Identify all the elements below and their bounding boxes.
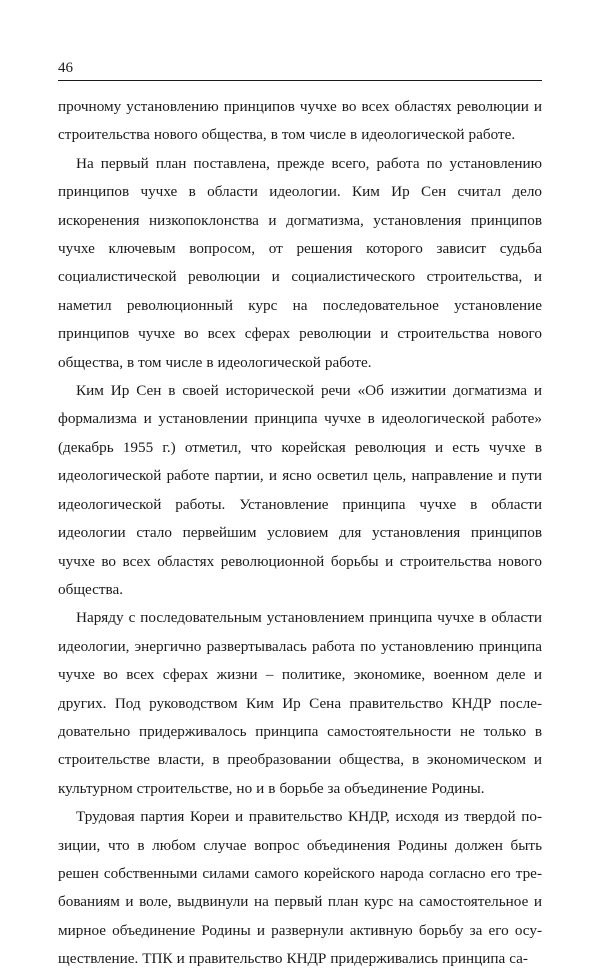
paragraph: Наряду с последовательным установлением принципа чучхе в области идеологии, энергично развертывалась работа по установлению принципа чучхе во всех сферах жизни – политике, экономике, военном деле и других. Под руководством Ким Ир Сена правительство КНДР последовательно придерживалось принципа самостоятельности не только в строительстве власти, в преобразовании общества, в экономическом и культурном строительстве, но и в борьбе за объединение Родины. xyxy=(58,609,542,797)
paragraph: На первый план поставлена, прежде всего, работа по установлению принципов чучхе в области идеологии. Ким Ир Сен считал дело искоренения низкопоклонства и догматизма, установления принципов чучхе ключевым вопросом, от решения которого зависит судьба социалистической революции и социалистического строительства, и наметил революционный курс на последовательное установление принципов чучхе во всех сферах революции и строительства нового общества, в том числе в идеологической работе. xyxy=(58,154,542,371)
body-text xyxy=(58,93,542,974)
page-number: 46 xyxy=(58,60,73,76)
paragraph: Ким Ир Сен в своей исторической речи «Об изжитии догматизма и формализма и установлении принципа чучхе в идеологической работе» (декабрь 1955 г.) отметил, что корейская революция и есть чучхе в идеологической работе партии, и ясно осветил цель, направление и пути идеологической работы. Установление принципа чучхе в области идеологии стало первейшим условием для установления принципов чучхе во всех областях революционной борьбы и строительства нового общества. xyxy=(58,382,542,598)
paragraph: прочному установлению принципов чучхе во всех областях революции и строительства нового общества, в том числе в идеологической работе. xyxy=(58,98,542,144)
document-page xyxy=(58,58,542,974)
header-rule xyxy=(58,80,542,81)
paragraph: Трудовая партия Кореи и правительство КНДР, исходя из твердой позиции, что в любом случае вопрос объединения Родины должен быть решен собственными силами самого корейского народа согласно его требованиям и воле, выдвинули на первый план курс на самостоятельное и мирное объединение Родины и развернули активную борьбу за его осуществление. ТПК и правительство КНДР придерживались принципа са- xyxy=(58,808,542,968)
